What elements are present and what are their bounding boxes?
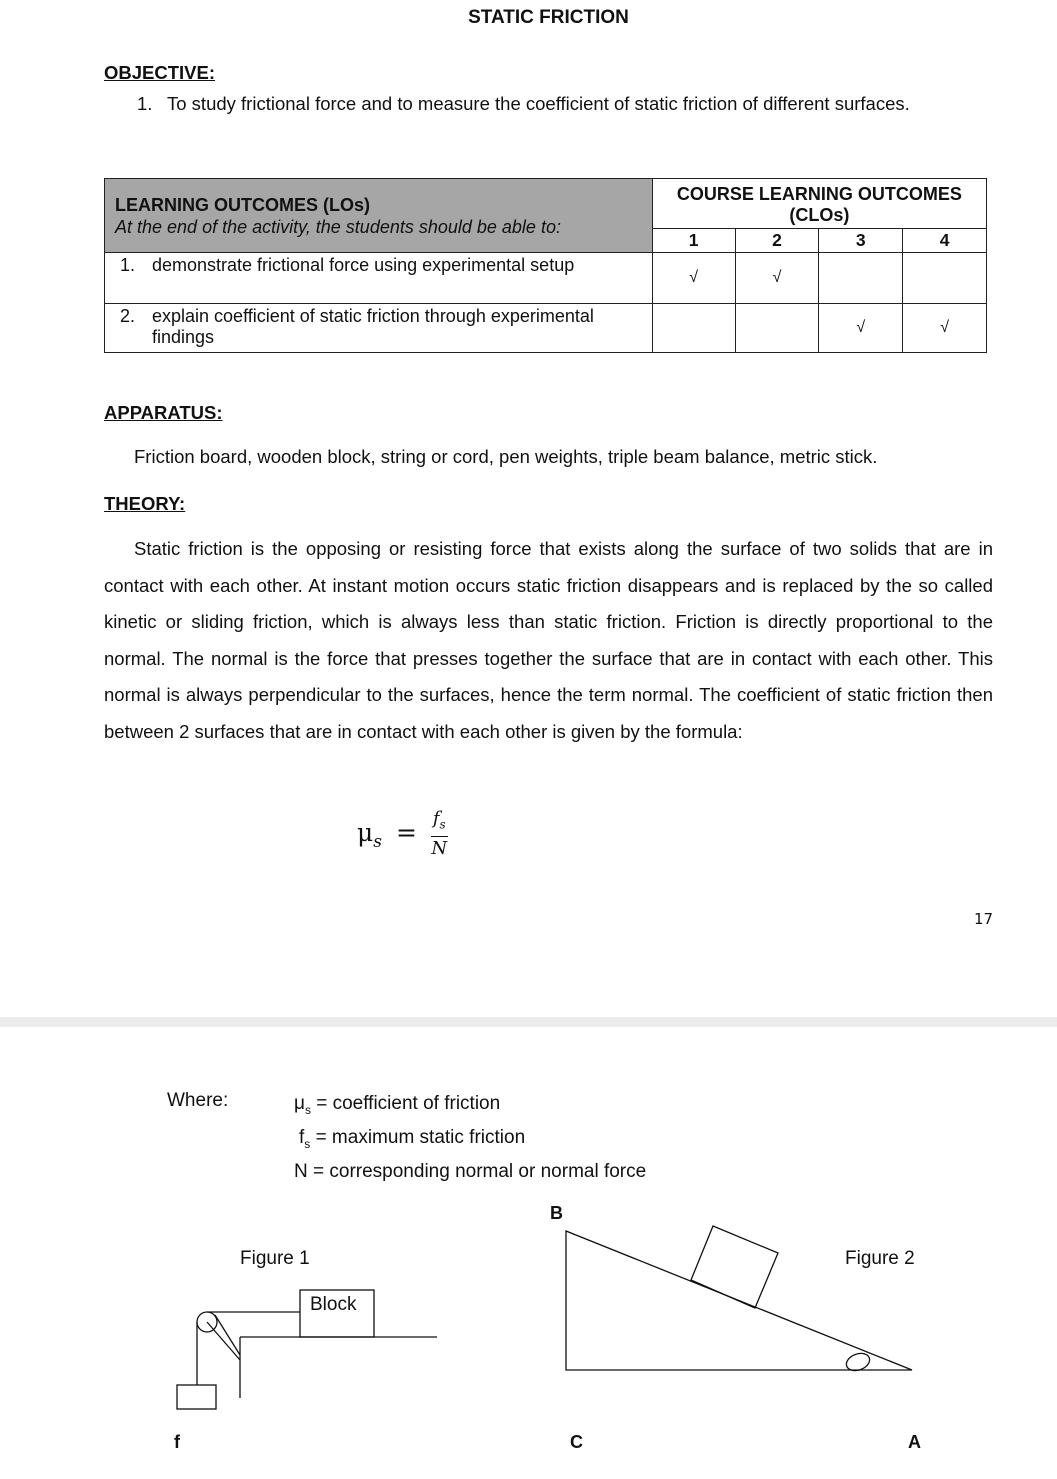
clo-number: 1 bbox=[652, 229, 735, 253]
objective-item-number: 1. bbox=[137, 93, 153, 114]
where-item bbox=[282, 1124, 646, 1158]
theory-text: Static friction is the opposing or resisting force that exists along the surface of two solids that are in contact with each other. At instant motion occurs static friction disappears and is replaced by the so called kinetic or sliding friction, which is always less than static friction. Friction is directly proportional to the normal. The normal is the force that presses together the surface that are in contact with each other. This normal is always perpendicular to the surfaces, hence the term normal. The coefficient of static friction then between 2 surfaces that are in contact with each other is given by the formula: bbox=[104, 538, 993, 742]
page-separator bbox=[0, 1017, 1057, 1027]
figure2-diagram bbox=[555, 1220, 925, 1380]
friction-formula bbox=[357, 808, 448, 861]
table-row bbox=[105, 253, 987, 303]
tick-cell bbox=[903, 253, 987, 303]
point-c-label: C bbox=[570, 1432, 583, 1452]
where-symbol: μ bbox=[294, 1093, 305, 1114]
tick-cell: √ bbox=[819, 303, 903, 352]
block-label: Block bbox=[310, 1294, 357, 1315]
where-symbol: N bbox=[294, 1160, 308, 1182]
objective-heading: OBJECTIVE: bbox=[104, 62, 216, 83]
point-a-label: A bbox=[908, 1432, 921, 1452]
tick-cell bbox=[652, 303, 735, 352]
formula-numerator bbox=[431, 808, 448, 837]
page-title: STATIC FRICTION bbox=[468, 7, 629, 28]
tick-cell: √ bbox=[903, 303, 987, 352]
block-on-incline bbox=[691, 1226, 778, 1308]
where-subscript: s bbox=[304, 1136, 311, 1151]
apparatus-text: Friction board, wooden block, string or cord, pen weights, triple beam balance, metric stick. bbox=[134, 446, 878, 467]
lo-heading: LEARNING OUTCOMES (LOs) bbox=[115, 194, 370, 215]
tick-cell: √ bbox=[652, 253, 735, 303]
learning-outcomes-table bbox=[104, 178, 987, 353]
lo-text: demonstrate frictional force using experimental setup bbox=[152, 255, 575, 276]
weight-label: f bbox=[174, 1432, 180, 1452]
formula-mu-subscript: s bbox=[373, 831, 382, 852]
apparatus-heading: APPARATUS: bbox=[104, 402, 223, 423]
where-item bbox=[282, 1158, 646, 1186]
where-item bbox=[282, 1090, 646, 1124]
hanging-weight-rect bbox=[177, 1385, 216, 1409]
lo-subheading: At the end of the activity, the students should be able to: bbox=[115, 216, 561, 237]
tick-cell bbox=[735, 303, 819, 352]
formula-mu: μ bbox=[357, 817, 374, 847]
tick-cell bbox=[819, 253, 903, 303]
clo-number: 4 bbox=[903, 229, 987, 253]
lo-header-cell bbox=[105, 179, 653, 253]
where-label: Where: bbox=[167, 1090, 229, 1111]
table-row bbox=[105, 303, 987, 352]
where-list bbox=[282, 1090, 646, 1186]
point-b-label: B bbox=[550, 1203, 563, 1223]
clo-number: 3 bbox=[819, 229, 903, 253]
theory-paragraph bbox=[104, 531, 993, 750]
where-symbol: f bbox=[299, 1126, 305, 1148]
objective-item-text: To study frictional force and to measure the coefficient of static friction of different surfaces. bbox=[167, 93, 910, 114]
figure1-diagram bbox=[165, 1280, 450, 1415]
lo-text: explain coefficient of static friction through experimental findings bbox=[152, 305, 594, 347]
lo-cell bbox=[105, 303, 653, 352]
lo-cell bbox=[105, 253, 653, 303]
lo-number: 2. bbox=[120, 305, 136, 326]
clo-heading: COURSE LEARNING OUTCOMES (CLOs) bbox=[652, 179, 986, 229]
tick-cell: √ bbox=[735, 253, 819, 303]
formula-fraction bbox=[431, 808, 448, 861]
page-number: 17 bbox=[974, 910, 994, 928]
formula-numerator-symbol: f bbox=[432, 808, 440, 829]
formula-numerator-subscript: s bbox=[439, 817, 446, 832]
clo-number: 2 bbox=[735, 229, 819, 253]
lo-number: 1. bbox=[120, 255, 136, 276]
formula-denominator: N bbox=[431, 837, 448, 859]
where-text: = corresponding normal or normal force bbox=[307, 1160, 647, 1182]
where-text: = coefficient of friction bbox=[316, 1093, 501, 1114]
where-subscript: s bbox=[304, 1102, 311, 1117]
figure2-label: Figure 2 bbox=[845, 1248, 915, 1269]
theory-heading: THEORY: bbox=[104, 493, 186, 514]
where-text: = maximum static friction bbox=[315, 1126, 526, 1148]
figure1-label: Figure 1 bbox=[240, 1248, 310, 1269]
formula-equals: = bbox=[395, 817, 417, 847]
